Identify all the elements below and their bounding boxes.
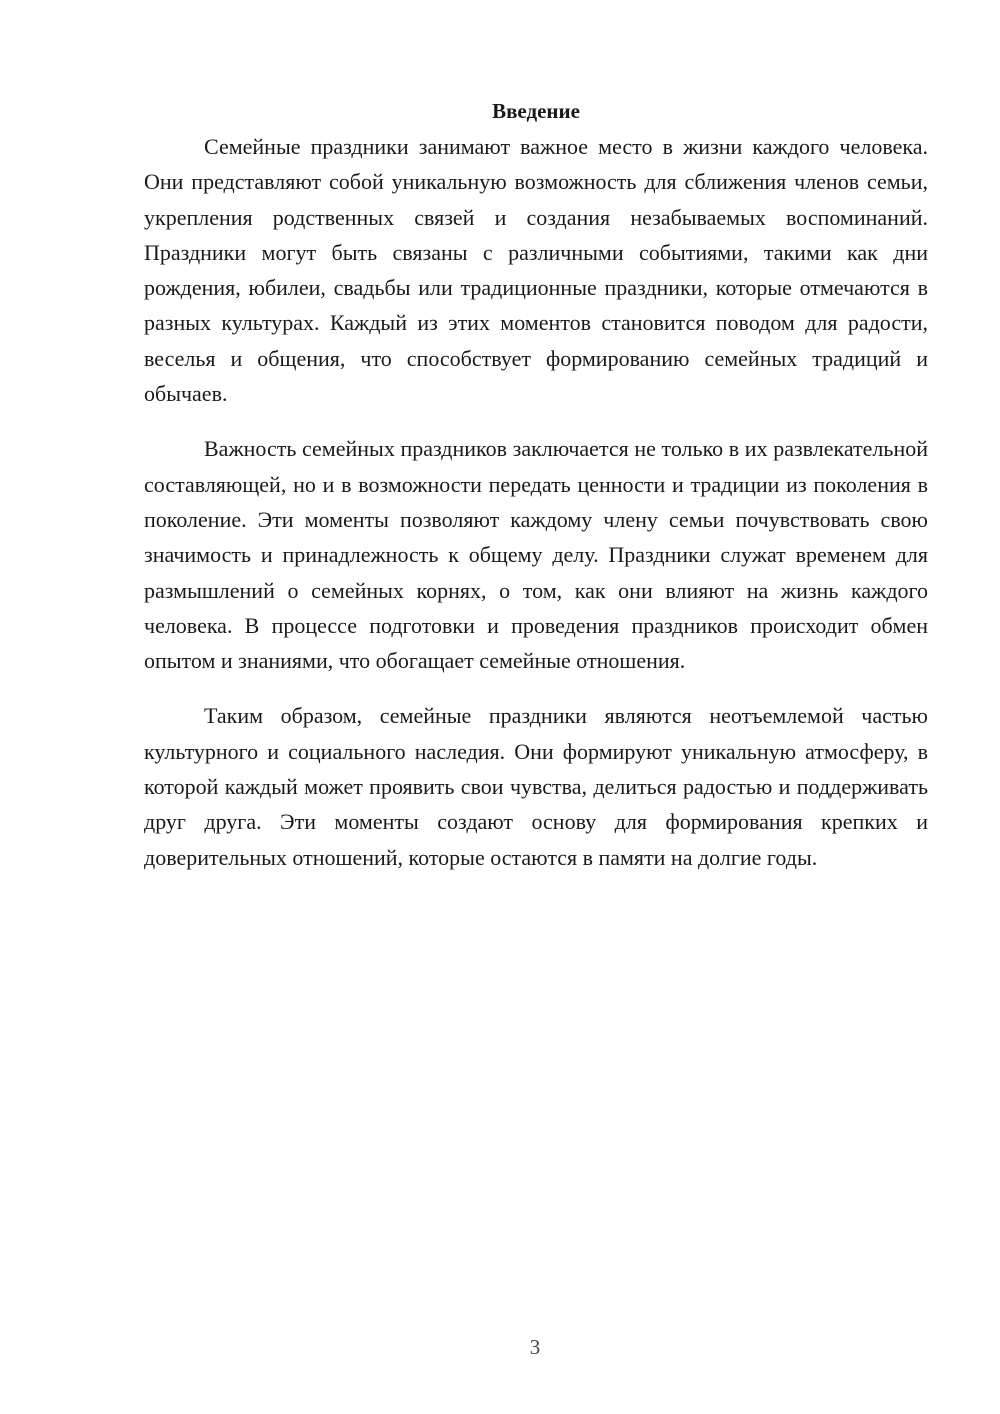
page-content: [144, 94, 928, 895]
paragraph-3: Таким образом, семейные праздники являются неотъемлемой частью культурного и социального наследия. Они формируют уникальную атмосферу, в которой каждый может проявить свои чувства, делиться радостью и поддерживать друг друга. Эти моменты создают основу для формирования крепких и доверительных отношений, которые остаются в памяти на долгие годы.: [144, 703, 928, 870]
section-heading: Введение: [492, 99, 580, 123]
paragraph-1: Семейные праздники занимают важное место в жизни каждого человека. Они представляют собой уникальную возможность для сближения членов семьи, укрепления родственных связей и создания незабываемых воспоминаний. Праздники могут быть связаны с различными событиями, такими как дни рождения, юбилеи, свадьбы или традиционные праздники, которые отмечаются в разных культурах. Каждый из этих моментов становится поводом для радости, веселья и общения, что способствует формированию семейных традиций и обычаев.: [144, 134, 928, 407]
paragraph-2: Важность семейных праздников заключается не только в их развлекательной составляющей, но и в возможности передать ценности и традиции из поколения в поколение. Эти моменты позволяют каждому члену семьи почувствовать свою значимость и принадлежность к общему делу. Праздники служат временем для размышлений о семейных корнях, о том, как они влияют на жизнь каждого человека. В процессе подготовки и проведения праздников происходит обмен опытом и знаниями, что обогащает семейные отношения.: [144, 436, 928, 674]
page-number: 3: [529, 1335, 541, 1359]
